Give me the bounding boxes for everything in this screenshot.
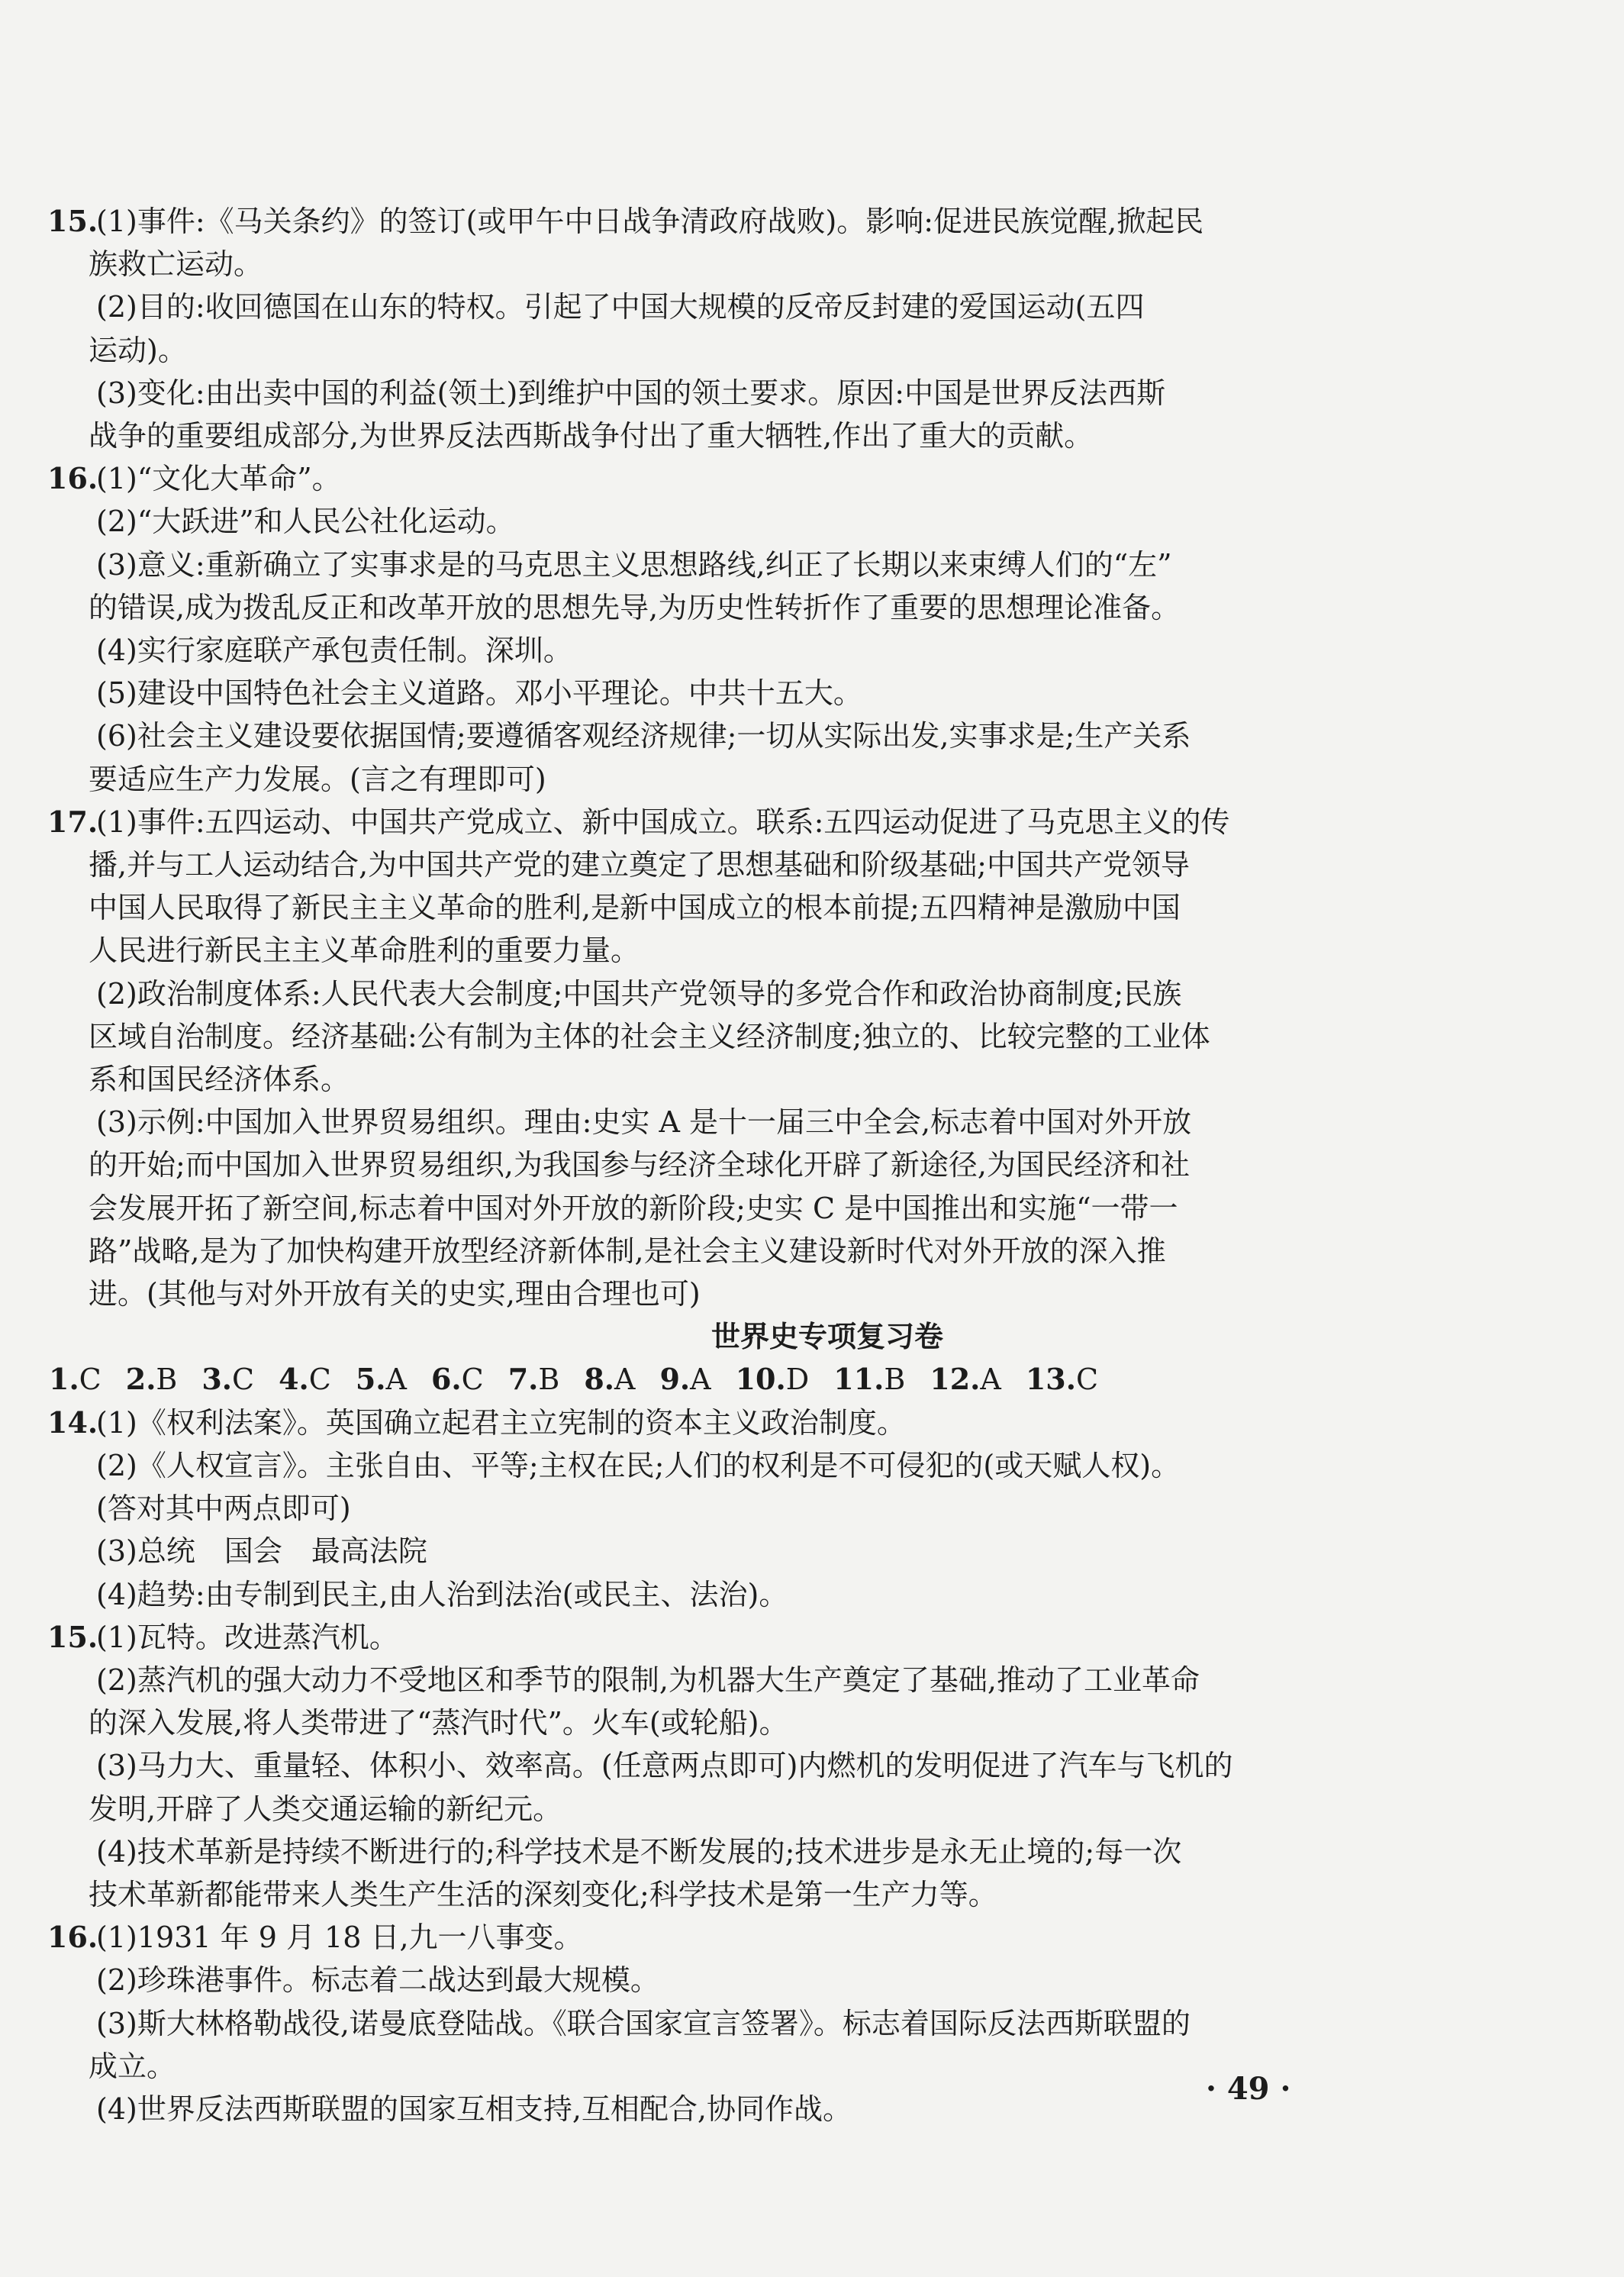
answer-line: (2)《人权宣言》。主张自由、平等;主权在民;人们的权利是不可侵犯的(或天赋人权)。: [96, 1448, 1181, 1482]
mc-letter: A: [690, 1363, 711, 1397]
mc-letter: C: [308, 1363, 331, 1397]
mc-letter: A: [980, 1363, 1001, 1397]
answer-line: 技术革新都能带来人类生产生活的深刻变化;科学技术是第一生产力等。: [89, 1877, 997, 1911]
mc-number: 10.: [735, 1362, 786, 1397]
answer-line: (3)变化:由出卖中国的利益(领土)到维护中国的领土要求。原因:中国是世界反法西斯: [96, 376, 1166, 410]
mc-number: 1.: [49, 1362, 79, 1397]
answer-line: (1)《权利法案》。英国确立起君主立宪制的资本主义政治制度。: [96, 1405, 906, 1440]
mc-letter: A: [385, 1363, 407, 1397]
question-answer: [0, 1916, 1624, 2130]
page-number: · 49 ·: [1206, 2071, 1291, 2107]
answer-line: 路”战略,是为了加快构建开放型经济新体制,是社会主义建设新时代对外开放的深入推: [89, 1234, 1166, 1268]
answer-line: 系和国民经济体系。: [89, 1063, 350, 1097]
answer-line: (3)意义:重新确立了实事求是的马克思主义思想路线,纠正了长期以来束缚人们的“左”: [96, 547, 1172, 582]
mc-number: 7.: [508, 1362, 539, 1397]
question-number: 15.: [47, 1619, 98, 1654]
mc-number: 4.: [279, 1362, 309, 1397]
mc-number: 3.: [201, 1362, 233, 1397]
answer-line: 运动)。: [89, 333, 187, 367]
mc-answer: [356, 1363, 407, 1396]
answer-line: (1)瓦特。改进蒸汽机。: [96, 1620, 398, 1654]
answer-line: 会发展开拓了新空间,标志着中国对外开放的新阶段;史实 C 是中国推出和实施“一带一: [89, 1191, 1178, 1225]
answer-line: 要适应生产力发展。(言之有理即可): [89, 762, 546, 796]
mc-answer: [508, 1363, 560, 1396]
answer-line: 的错误,成为拨乱反正和改革开放的思想先导,为历史性转折作了重要的思想理论准备。: [89, 590, 1181, 624]
mc-number: 9.: [659, 1362, 691, 1397]
mc-letter: B: [538, 1363, 560, 1397]
question-answer: [0, 457, 1624, 801]
mc-number: 11.: [833, 1362, 884, 1397]
mc-letter: D: [785, 1363, 810, 1397]
mc-answer: [833, 1363, 905, 1396]
mc-answer: [279, 1363, 331, 1396]
mc-letter: C: [461, 1363, 484, 1397]
answer-line: (6)社会主义建设要依据国情;要遵循客观经济规律;一切从实际出发,实事求是;生产关系: [96, 719, 1191, 753]
answer-line: (2)蒸汽机的强大动力不受地区和季节的限制,为机器大生产奠定了基础,推动了工业革命: [96, 1663, 1200, 1697]
answer-line: 战争的重要组成部分,为世界反法西斯战争付出了重大牺牲,作出了重大的贡献。: [89, 419, 1094, 453]
answer-line: (4)世界反法西斯联盟的国家互相支持,互相配合,协同作战。: [96, 2092, 852, 2126]
answer-line: (1)1931 年 9 月 18 日,九一八事变。: [96, 1921, 583, 1955]
question-answer: [0, 1401, 1624, 1616]
answer-content: [0, 200, 1624, 2130]
mc-number: 8.: [584, 1362, 615, 1397]
answer-line: (4)实行家庭联产承包责任制。深圳。: [96, 634, 572, 668]
mc-answer: [126, 1363, 178, 1396]
answer-line: (2)“大跃进”和人民公社化运动。: [96, 505, 515, 539]
answer-line: (2)珍珠港事件。标志着二战达到最大规模。: [96, 1963, 659, 1998]
answer-line: 进。(其他与对外开放有关的史实,理由合理也可): [89, 1277, 701, 1311]
mc-letter: B: [156, 1363, 178, 1397]
answer-line: 族救亡运动。: [89, 247, 263, 282]
answer-line: 人民进行新民主主义革命胜利的重要力量。: [89, 934, 640, 968]
answer-line: (1)“文化大革命”。: [96, 462, 341, 496]
mc-letter: B: [884, 1363, 906, 1397]
mc-letter: A: [614, 1363, 636, 1397]
answer-line: (4)技术革新是持续不断进行的;科学技术是不断发展的;技术进步是永无止境的;每一次: [96, 1834, 1182, 1869]
mc-answer: [736, 1363, 810, 1396]
mc-answer: [930, 1363, 1001, 1396]
answer-line: 发明,开辟了人类交通运输的新纪元。: [89, 1792, 562, 1826]
question-answer: [0, 1616, 1624, 1916]
mc-answer: [201, 1363, 254, 1396]
answer-line: (1)事件:《马关条约》的签订(或甲午中日战争清政府战败)。影响:促进民族觉醒,掀起民: [96, 205, 1204, 238]
answer-line: 的深入发展,将人类带进了“蒸汽时代”。火车(或轮船)。: [89, 1706, 788, 1740]
answer-line: 区域自治制度。经济基础:公有制为主体的社会主义经济制度;独立的、比较完整的工业体: [89, 1019, 1210, 1053]
question-number: 16.: [47, 461, 98, 496]
question-number: 16.: [47, 1920, 98, 1955]
answer-line: 中国人民取得了新民主主义革命的胜利,是新中国成立的根本前提;五四精神是激励中国: [89, 891, 1181, 925]
answer-line: (3)总统 国会 最高法院: [96, 1534, 427, 1569]
mc-number: 6.: [430, 1362, 462, 1397]
mc-letter: C: [1075, 1363, 1099, 1397]
answer-line: (1)事件:五四运动、中国共产党成立、新中国成立。联系:五四运动促进了马克思主义的传: [96, 805, 1230, 839]
answer-line: 成立。: [89, 2049, 176, 2083]
mc-answer: [1026, 1363, 1098, 1396]
answer-line: 播,并与工人运动结合,为中国共产党的建立奠定了思想基础和阶级基础;中国共产党领导: [89, 848, 1190, 882]
china-history-answers: [0, 200, 1624, 1315]
mc-number: 12.: [930, 1362, 981, 1397]
mc-number: 5.: [355, 1362, 386, 1397]
mc-answer: [584, 1363, 635, 1396]
mc-answer: [431, 1363, 484, 1396]
mc-number: 2.: [125, 1362, 156, 1397]
mc-letter: C: [79, 1363, 102, 1397]
answer-line: (4)趋势:由专制到民主,由人治到法治(或民主、法治)。: [96, 1577, 788, 1611]
answer-line: 的开始;而中国加入世界贸易组织,为我国参与经济全球化开辟了新途径,为国民经济和社: [89, 1148, 1190, 1182]
mc-number: 13.: [1025, 1362, 1076, 1397]
multiple-choice-answers: [0, 1358, 1624, 1401]
answer-line: (3)示例:中国加入世界贸易组织。理由:史实 A 是十一届三中全会,标志着中国对外开放: [96, 1105, 1192, 1140]
answer-line: (答对其中两点即可): [96, 1492, 351, 1526]
question-answer: [0, 200, 1624, 457]
mc-answer: [659, 1363, 710, 1396]
mc-letter: C: [232, 1363, 255, 1397]
section-title: 世界史专项复习卷: [710, 1320, 943, 1354]
answer-line: (2)政治制度体系:人民代表大会制度;中国共产党领导的多党合作和政治协商制度;民族: [96, 976, 1182, 1011]
answer-line: (3)马力大、重量轻、体积小、效率高。(任意两点即可)内燃机的发明促进了汽车与飞机的: [96, 1749, 1233, 1783]
question-answer: [0, 801, 1624, 1315]
answer-line: (5)建设中国特色社会主义道路。邓小平理论。中共十五大。: [96, 676, 862, 711]
answer-line: (3)斯大林格勒战役,诺曼底登陆战。《联合国家宣言签署》。标志着国际反法西斯联盟的: [96, 2006, 1191, 2040]
world-history-answers: [0, 1401, 1624, 2130]
question-number: 14.: [47, 1405, 98, 1440]
question-number: 17.: [47, 804, 98, 839]
mc-answer: [49, 1363, 102, 1396]
question-number: 15.: [47, 204, 98, 238]
answer-line: (2)目的:收回德国在山东的特权。引起了中国大规模的反帝反封建的爱国运动(五四: [96, 290, 1145, 324]
